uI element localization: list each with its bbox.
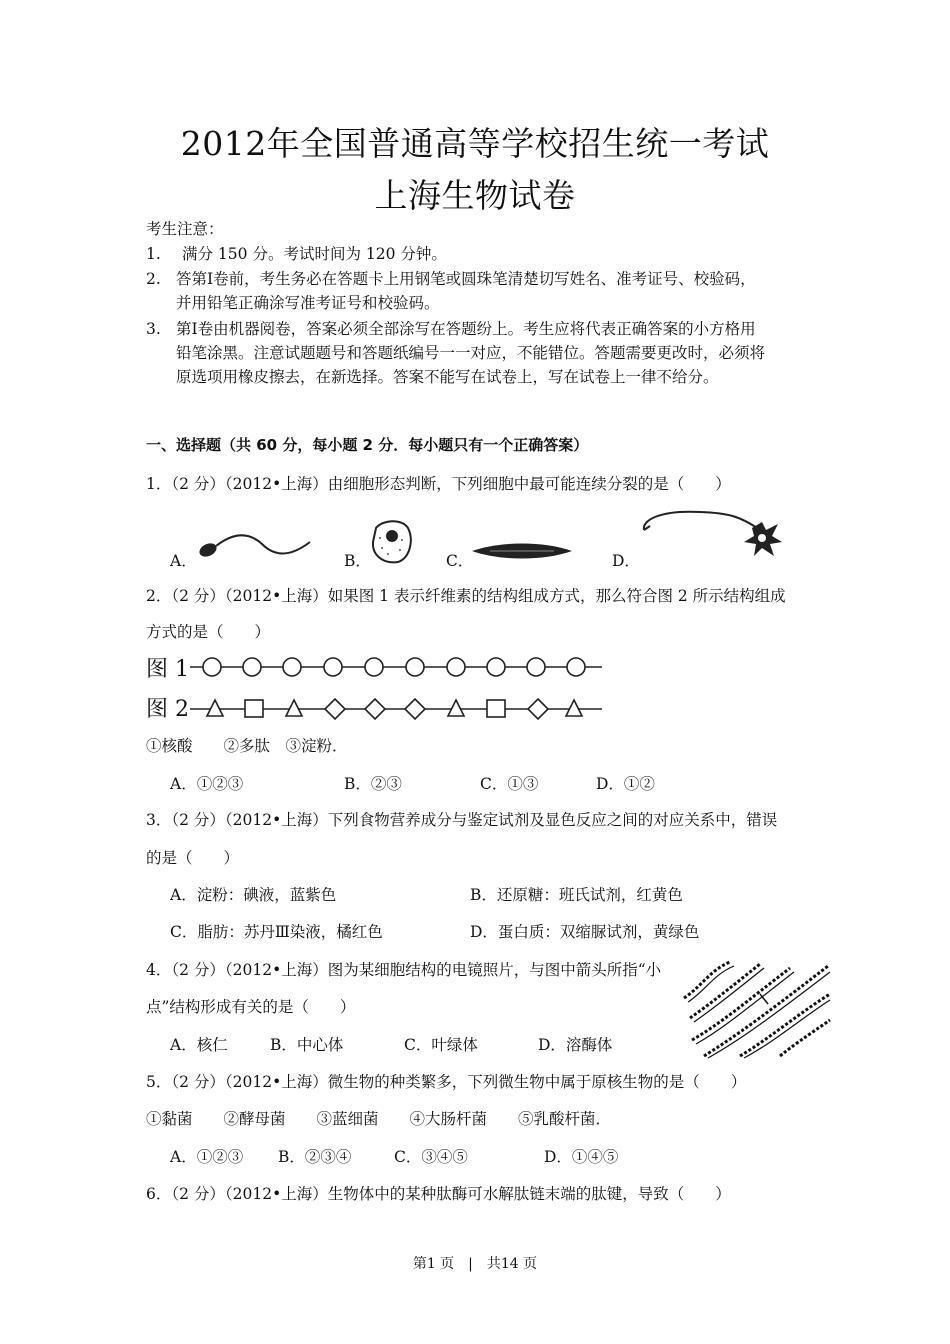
q4-option-c: C．叶绿体: [404, 1036, 478, 1054]
fig1-cellulose-chain: [190, 654, 610, 680]
sperm-cell-image: [194, 530, 314, 562]
q6-stem: 6．（2 分）（2012•上海）生物体中的某种肽酶可水解肽链末端的肽键，导致（ ）: [146, 1185, 731, 1203]
q2-stem-line2: 方式的是（ ）: [146, 623, 271, 641]
q3-option-a: A．淀粉：碘液，蓝紫色: [170, 886, 337, 904]
er-micrograph-image: [680, 958, 832, 1058]
notice-item-1-num: 1.: [146, 245, 161, 263]
notice-item-2-line1: 答第Ⅰ卷前，考生务必在答题卡上用钢笔或圆珠笔清楚切写姓名、准考证号、校验码，: [176, 270, 756, 288]
notice-item-2-num: 2.: [146, 270, 161, 288]
q1-stem: 1．（2 分）（2012•上海）由细胞形态判断，下列细胞中最可能连续分裂的是（ ）: [146, 475, 731, 493]
notice-item-2-line2: 并用铅笔正确涂写准考证号和校验码。: [176, 294, 440, 312]
q5-option-c: C．③④⑤: [394, 1148, 468, 1166]
q4-option-d: D．溶酶体: [538, 1036, 613, 1054]
notice-item-3-line2: 铅笔涂黑。注意试题题号和答题纸编号一一对应，不能错位。答题需要更改时，必须将: [176, 344, 766, 362]
q4-stem-line2: 点”结构形成有关的是（ ）: [146, 998, 356, 1016]
fig1-label: 图 1: [146, 657, 189, 682]
q2-choices: ①核酸 ②多肽 ③淀粉．: [146, 737, 348, 755]
q4-option-a: A．核仁: [170, 1036, 228, 1054]
q3-option-b: B．还原糖：班氏试剂，红黄色: [470, 886, 683, 904]
muscle-cell-image: [470, 540, 574, 562]
q1-option-d: D．: [612, 552, 640, 570]
q4-option-b: B．中心体: [270, 1036, 344, 1054]
q2-stem-line1: 2．（2 分）（2012•上海）如果图 1 表示纤维素的结构组成方式，那么符合图 2 所示结构组成: [146, 587, 786, 605]
q2-option-d: D．①②: [596, 775, 655, 793]
section-heading: 一、选择题（共 60 分，每小题 2 分．每小题只有一个正确答案）: [146, 436, 589, 454]
q2-option-b: B．②③: [344, 775, 402, 793]
fig2-polymer-chain: [190, 696, 610, 722]
notice-heading: 考生注意：: [146, 220, 224, 238]
q3-option-d: D．蛋白质：双缩脲试剂，黄绿色: [470, 923, 700, 941]
q3-stem-line2: 的是（ ）: [146, 849, 240, 867]
notice-item-3-line1: 第Ⅰ卷由机器阅卷，答案必须全部涂写在答题纷上。考生应将代表正确答案的小方格用: [176, 320, 756, 338]
q5-option-d: D．①④⑤: [544, 1148, 619, 1166]
notice-item-3-line3: 原选项用橡皮擦去，在新选择。答案不能写在试卷上，写在试卷上一律不给分。: [176, 368, 719, 386]
q1-option-b: B．: [344, 552, 371, 570]
q3-stem-line1: 3．（2 分）（2012•上海）下列食物营养成分与鉴定试剂及显色反应之间的对应关系中，错误: [146, 811, 778, 829]
q3-option-c: C．脂肪：苏丹Ⅲ染液，橘红色: [170, 923, 383, 941]
notice-item-3-num: 3.: [146, 320, 161, 338]
egg-cell-image: [370, 518, 412, 564]
q5-stem: 5．（2 分）（2012•上海）微生物的种类繁多，下列微生物中属于原核生物的是（ ）: [146, 1073, 747, 1091]
title-line1: 2012年全国普通高等学校招生统一考试: [180, 124, 770, 163]
notice-item-1-line: 满分 150 分。考试时间为 120 分钟。: [182, 245, 447, 263]
q2-option-a: A．①②③: [170, 775, 244, 793]
q5-option-b: B．②③④: [278, 1148, 352, 1166]
page-footer: 第1 页 | 共14 页: [412, 1256, 538, 1272]
q5-choices: ①黏菌 ②酵母菌 ③蓝细菌 ④大肠杆菌 ⑤乳酸杆菌．: [146, 1110, 612, 1128]
neuron-image: [640, 506, 790, 562]
fig2-label: 图 2: [146, 697, 189, 722]
q1-option-c: C．: [446, 552, 474, 570]
q4-stem-line1: 4．（2 分）（2012•上海）图为某细胞结构的电镜照片，与图中箭头所指“小: [146, 961, 662, 979]
q2-option-c: C．①③: [480, 775, 539, 793]
q5-option-a: A．①②③: [170, 1148, 244, 1166]
q1-option-a: A．: [170, 552, 197, 570]
title-line2: 上海生物试卷: [374, 176, 576, 215]
